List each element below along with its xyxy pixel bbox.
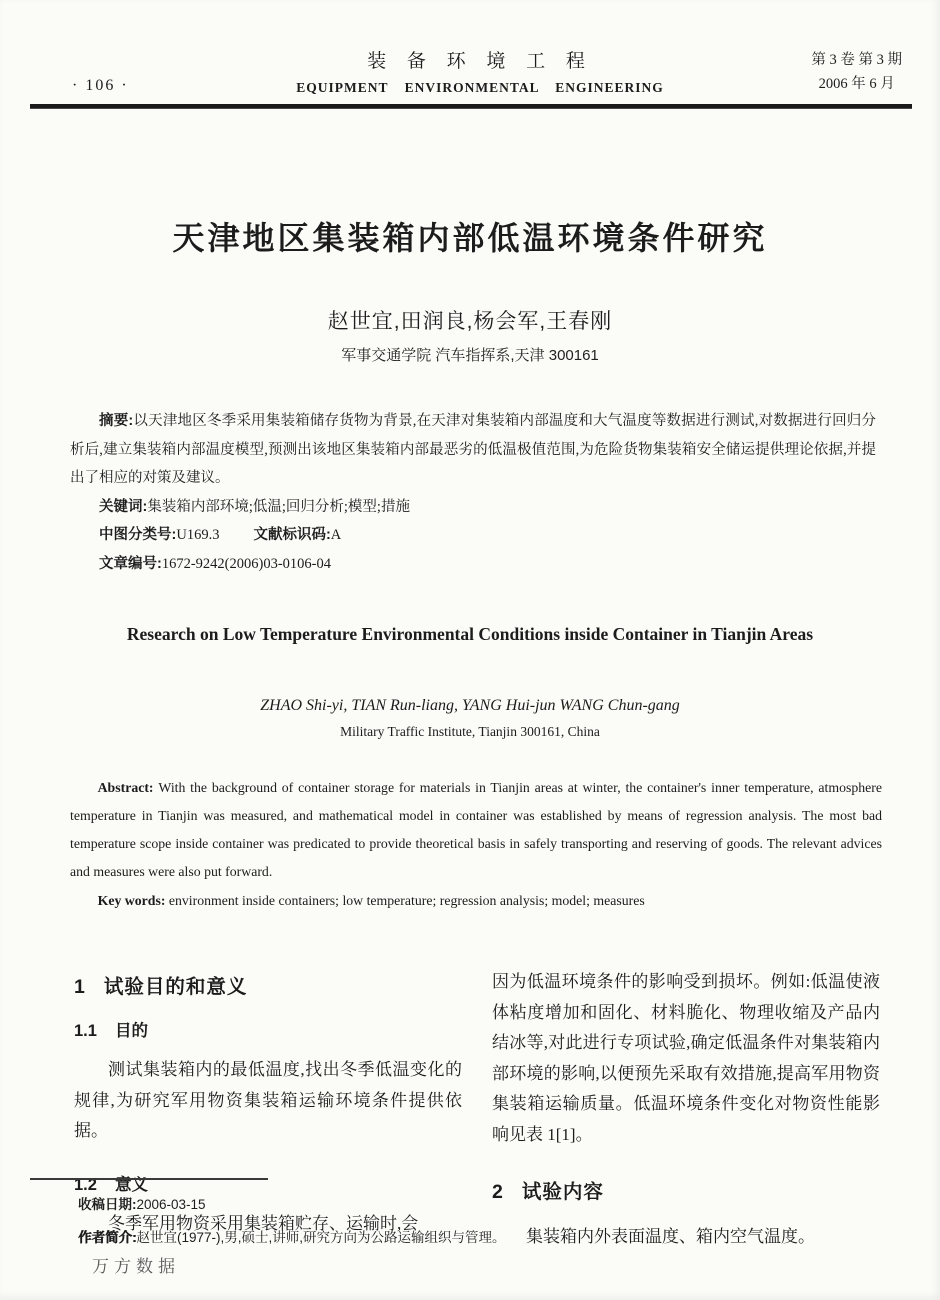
- article-title-en: Research on Low Temperature Environmental Conditions inside Container in Tianjin Areas: [126, 624, 814, 644]
- received-date-value: 2006-03-15: [136, 1197, 206, 1212]
- keywords-label: 关键词:: [99, 498, 148, 515]
- english-abstract-block: [70, 774, 882, 915]
- article-title-cn: 天津地区集装箱内部低温环境条件研究: [172, 220, 768, 256]
- doc-code-value: A: [330, 527, 342, 543]
- journal-title-en: EQUIPMENT ENVIRONMENTAL ENGINEERING: [296, 80, 664, 95]
- abstract-label: 摘要:: [99, 413, 134, 429]
- keywords-line: [70, 493, 876, 522]
- keywords-en-label: Key words:: [97, 893, 166, 908]
- section-1-2-number: 1.2: [74, 1175, 97, 1194]
- author-bio-label: 作者简介:: [78, 1230, 137, 1245]
- article-number-value: 1672-9242(2006)03-0106-04: [161, 555, 331, 572]
- author-bio-value: 赵世宜(1977-),男,硕士,讲师,研究方向为公路运输组织与管理。: [136, 1230, 506, 1245]
- journal-title-cn: 装 备 环 境 工 程: [367, 51, 593, 72]
- author-bio-line: [78, 1226, 790, 1246]
- section-2-title: 试验内容: [521, 1181, 604, 1203]
- section-1-title: 试验目的和意义: [103, 976, 248, 998]
- keywords-text: 集装箱内部环境;低温;回归分析;模型;措施: [147, 498, 410, 515]
- affiliation-cn: 军事交通学院 汽车指挥系,天津 300161: [341, 347, 599, 364]
- section-2-text: 集装箱内外表面温度、箱内空气温度。: [526, 1227, 815, 1246]
- section-2-number: 2: [492, 1181, 504, 1203]
- section-1-heading: [74, 971, 462, 999]
- abstract-en-text: With the background of container storage for materials in Tianjin areas at winter, the container's inner temperature, atmosphere temperature in Tianjin was measured, and mathematical model in container was established by means of regression analysis. The most bad temperature scope inside container was predicated to provide theoretical basis in safely transporting and reserving of goods. The relevant advices and measures were also put forward.: [70, 780, 883, 879]
- abstract-en-label: Abstract:: [97, 780, 154, 795]
- article-number-line: [70, 550, 876, 579]
- abstract-en-paragraph: [70, 774, 882, 886]
- section-1-1-title: 目的: [114, 1022, 148, 1040]
- section-1-1-heading: [74, 1017, 462, 1041]
- received-date-label: 收稿日期:: [78, 1197, 137, 1212]
- authors-cn: 赵世宜,田润良,杨会军,王春刚: [327, 310, 613, 333]
- authors-en: ZHAO Shi-yi, TIAN Run-liang, YANG Hui-jun WANG Chun-gang: [260, 697, 680, 714]
- issue-date: 2006 年 6 月: [818, 76, 895, 92]
- article-number-label: 文章编号:: [99, 555, 162, 572]
- keywords-en-text: environment inside containers; low temperature; regression analysis; model; measures: [168, 893, 645, 908]
- affiliation-en: Military Traffic Institute, Tianjin 300161, China: [340, 724, 600, 739]
- journal-title-block: [139, 46, 822, 96]
- page-header: [0, 0, 940, 104]
- section-1-2-text: 冬季军用物资采用集装箱贮存、运输时,会: [108, 1213, 419, 1233]
- header-rule: [30, 104, 912, 109]
- footnote-block: [30, 1175, 790, 1246]
- abstract-text: 以天津地区冬季采用集装箱储存货物为背景,在天津对集装箱内部温度和大气温度等数据进行测试,对数据进行回归分析后,建立集装箱内部温度模型,预测出该地区集装箱内部最恶劣的低温极值范围,为危险货物集装箱安全储运提供理论依据,并提出了相应的对策及建议。: [70, 413, 876, 486]
- right-column-text: 因为低温环境条件的影响受到损坏。例如:低温使液体粘度增加和固化、材料脆化、物理收缩及产品内结冰等,对此进行专项试验,确定低温条件对集装箱内部环境的影响,以便预先采取有效措施,提高军用物资集装箱运输质量。低温环境条件变化对物资性能影响见表 1[1]。: [492, 972, 880, 1144]
- section-1-1-text: 测试集装箱内的最低温度,找出冬季低温变化的规律,为研究军用物资集装箱运输环境条件提供依据。: [74, 1060, 462, 1140]
- chinese-abstract-block: [70, 407, 876, 578]
- section-1-1-number: 1.1: [74, 1022, 97, 1040]
- abstract-paragraph: [70, 407, 876, 493]
- doc-code-label: 文献标识码:: [253, 527, 331, 543]
- clc-value: U169.3: [176, 527, 220, 543]
- section-1-2-title: 意义: [114, 1175, 148, 1194]
- keywords-en-line: [70, 887, 882, 915]
- issue-info: [811, 48, 902, 96]
- wanfang-watermark: 万方数据: [92, 1257, 180, 1276]
- clc-label: 中图分类号:: [99, 527, 177, 543]
- footnote-rule: [30, 1178, 268, 1180]
- received-date-line: [78, 1193, 790, 1213]
- volume-issue: 第 3 卷 第 3 期: [811, 52, 902, 68]
- classification-line: [70, 521, 876, 550]
- section-1-number: 1: [74, 976, 86, 998]
- page-number: · 106 ·: [72, 77, 129, 94]
